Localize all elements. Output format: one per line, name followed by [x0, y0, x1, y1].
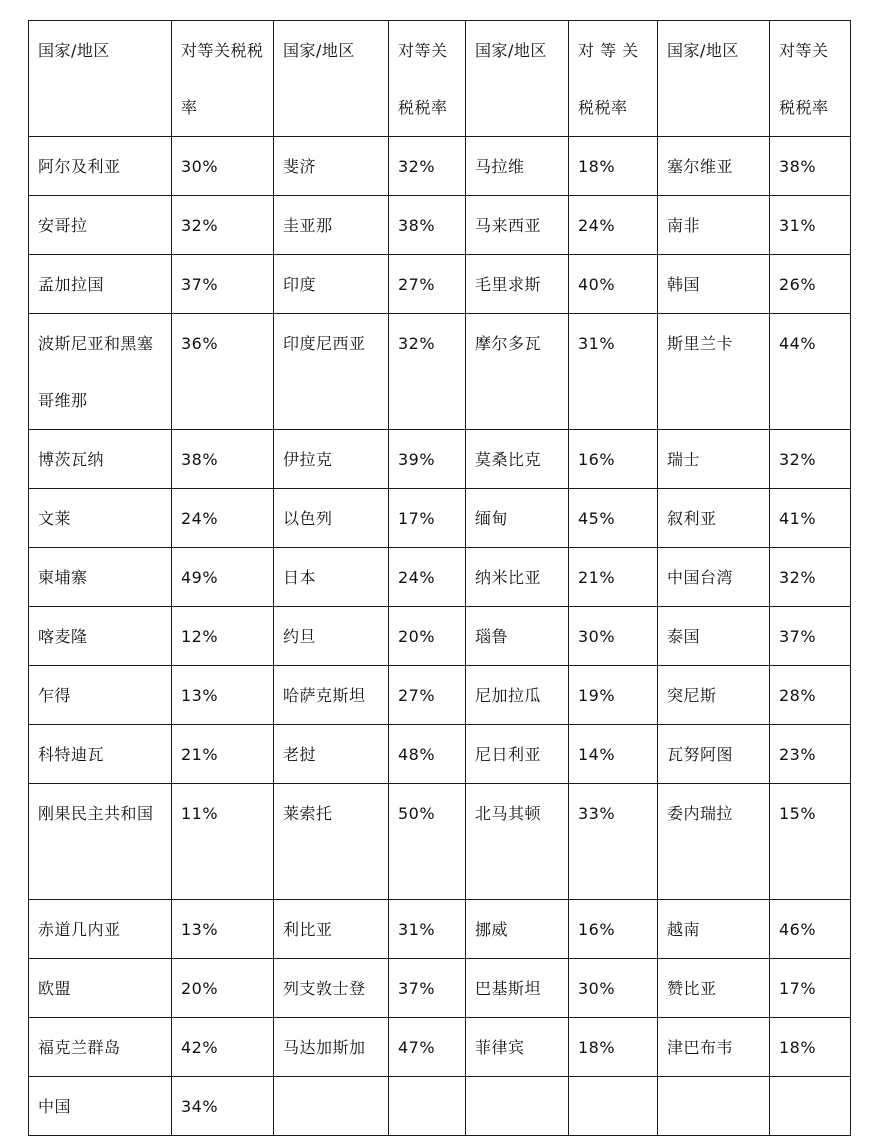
cell-text: 缅甸 — [475, 509, 509, 528]
country-cell — [274, 666, 389, 725]
header-country-cell — [274, 21, 389, 137]
rate-cell — [389, 489, 466, 548]
country-cell — [658, 548, 770, 607]
country-cell — [29, 666, 172, 725]
cell-text: 南非 — [667, 216, 701, 235]
cell-text: 30% — [578, 979, 616, 998]
cell-text: 30% — [181, 157, 219, 176]
country-cell — [274, 900, 389, 959]
cell-text: 菲律宾 — [475, 1038, 525, 1057]
rate-cell — [172, 137, 274, 196]
country-cell — [466, 666, 569, 725]
cell-text: 32% — [779, 568, 817, 587]
rate-cell — [770, 137, 851, 196]
cell-text: 巴基斯坦 — [475, 979, 542, 998]
cell-text: 24% — [181, 509, 219, 528]
country-cell — [466, 314, 569, 430]
country-cell — [466, 489, 569, 548]
cell-text: 18% — [779, 1038, 817, 1057]
rate-cell — [770, 725, 851, 784]
rate-cell — [389, 900, 466, 959]
cell-text: 瑙鲁 — [475, 627, 509, 646]
cell-text: 阿尔及利亚 — [38, 157, 121, 176]
cell-text: 18% — [578, 1038, 616, 1057]
rate-cell — [569, 666, 658, 725]
header-country-cell — [29, 21, 172, 137]
table-row — [29, 607, 851, 666]
cell-text: 列支敦士登 — [283, 979, 366, 998]
cell-text: 对等关税税率 — [779, 41, 829, 117]
cell-text: 刚果民主共和国 — [38, 804, 154, 823]
country-cell — [274, 137, 389, 196]
rate-cell — [172, 784, 274, 900]
cell-text: 20% — [181, 979, 219, 998]
country-cell — [29, 196, 172, 255]
cell-text: 48% — [398, 745, 436, 764]
header-row — [29, 21, 851, 137]
cell-text: 纳米比亚 — [475, 568, 542, 587]
rate-cell — [389, 548, 466, 607]
cell-text: 圭亚那 — [283, 216, 333, 235]
cell-text: 尼加拉瓜 — [475, 686, 542, 705]
rate-cell — [770, 489, 851, 548]
country-cell — [274, 489, 389, 548]
cell-text: 40% — [578, 275, 616, 294]
cell-text: 马来西亚 — [475, 216, 542, 235]
cell-text: 印度尼西亚 — [283, 334, 366, 353]
country-cell — [658, 1018, 770, 1077]
cell-text: 马达加斯加 — [283, 1038, 366, 1057]
country-cell — [29, 1077, 172, 1136]
cell-text: 30% — [578, 627, 616, 646]
cell-text: 15% — [779, 804, 817, 823]
cell-text: 塞尔维亚 — [667, 157, 734, 176]
rate-cell — [172, 548, 274, 607]
cell-text: 中国 — [38, 1097, 72, 1116]
rate-cell — [770, 784, 851, 900]
header-country-cell — [466, 21, 569, 137]
country-cell — [274, 725, 389, 784]
cell-text: 38% — [181, 450, 219, 469]
cell-text: 突尼斯 — [667, 686, 717, 705]
header-rate-cell — [172, 21, 274, 137]
country-cell — [466, 1077, 569, 1136]
cell-text: 瓦努阿图 — [667, 745, 734, 764]
country-cell — [274, 196, 389, 255]
rate-cell — [770, 607, 851, 666]
table-row — [29, 430, 851, 489]
table-row — [29, 784, 851, 900]
cell-text: 喀麦隆 — [38, 627, 88, 646]
cell-text: 33% — [578, 804, 616, 823]
cell-text: 32% — [398, 157, 436, 176]
table-row — [29, 314, 851, 430]
country-cell — [466, 255, 569, 314]
cell-text: 科特迪瓦 — [38, 745, 105, 764]
country-cell — [29, 430, 172, 489]
rate-cell — [172, 489, 274, 548]
cell-text: 越南 — [667, 920, 701, 939]
rate-cell — [389, 666, 466, 725]
cell-text: 18% — [578, 157, 616, 176]
country-cell — [658, 666, 770, 725]
country-cell — [466, 1018, 569, 1077]
country-cell — [658, 489, 770, 548]
cell-text: 韩国 — [667, 275, 701, 294]
cell-text: 孟加拉国 — [38, 275, 105, 294]
country-cell — [466, 548, 569, 607]
rate-cell — [770, 666, 851, 725]
rate-cell — [770, 196, 851, 255]
cell-text: 12% — [181, 627, 219, 646]
cell-text: 瑞士 — [667, 450, 701, 469]
cell-text: 斯里兰卡 — [667, 334, 734, 353]
country-cell — [466, 959, 569, 1018]
cell-text: 赤道几内亚 — [38, 920, 121, 939]
country-cell — [29, 784, 172, 900]
rate-cell — [389, 1018, 466, 1077]
country-cell — [29, 314, 172, 430]
country-cell — [274, 1077, 389, 1136]
cell-text: 17% — [779, 979, 817, 998]
cell-text: 19% — [578, 686, 616, 705]
cell-text: 国家/地区 — [38, 41, 110, 60]
rate-cell — [569, 314, 658, 430]
cell-text: 31% — [578, 334, 616, 353]
cell-text: 37% — [779, 627, 817, 646]
rate-cell — [569, 1018, 658, 1077]
country-cell — [29, 255, 172, 314]
country-cell — [466, 607, 569, 666]
rate-cell — [172, 255, 274, 314]
cell-text: 委内瑞拉 — [667, 804, 734, 823]
cell-text: 老挝 — [283, 745, 317, 764]
country-cell — [658, 255, 770, 314]
cell-text: 柬埔寨 — [38, 568, 88, 587]
cell-text: 莫桑比克 — [475, 450, 542, 469]
rate-cell — [172, 725, 274, 784]
rate-cell — [569, 959, 658, 1018]
cell-text: 尼日利亚 — [475, 745, 542, 764]
cell-text: 以色列 — [283, 509, 333, 528]
rate-cell — [770, 900, 851, 959]
rate-cell — [172, 666, 274, 725]
cell-text: 16% — [578, 920, 616, 939]
cell-text: 36% — [181, 334, 219, 353]
rate-cell — [389, 196, 466, 255]
cell-text: 津巴布韦 — [667, 1038, 734, 1057]
rate-cell — [389, 1077, 466, 1136]
cell-text: 21% — [578, 568, 616, 587]
rate-cell — [172, 430, 274, 489]
cell-text: 欧盟 — [38, 979, 72, 998]
rate-cell — [172, 1018, 274, 1077]
country-cell — [466, 900, 569, 959]
cell-text: 45% — [578, 509, 616, 528]
rate-cell — [569, 255, 658, 314]
cell-text: 伊拉克 — [283, 450, 333, 469]
header-country-cell — [658, 21, 770, 137]
rate-cell — [770, 959, 851, 1018]
rate-cell — [569, 137, 658, 196]
rate-cell — [172, 959, 274, 1018]
cell-text: 27% — [398, 275, 436, 294]
country-cell — [274, 1018, 389, 1077]
cell-text: 20% — [398, 627, 436, 646]
rate-cell — [172, 900, 274, 959]
rate-cell — [770, 430, 851, 489]
cell-text: 约旦 — [283, 627, 317, 646]
country-cell — [658, 430, 770, 489]
country-cell — [29, 137, 172, 196]
country-cell — [29, 607, 172, 666]
country-cell — [29, 900, 172, 959]
country-cell — [274, 255, 389, 314]
country-cell — [29, 548, 172, 607]
rate-cell — [172, 607, 274, 666]
country-cell — [658, 1077, 770, 1136]
country-cell — [274, 430, 389, 489]
rate-cell — [389, 430, 466, 489]
cell-text: 21% — [181, 745, 219, 764]
table-row — [29, 489, 851, 548]
cell-text: 24% — [398, 568, 436, 587]
rate-cell — [770, 255, 851, 314]
header-rate-cell — [569, 21, 658, 137]
cell-text: 13% — [181, 686, 219, 705]
table-row — [29, 137, 851, 196]
cell-text: 46% — [779, 920, 817, 939]
rate-cell — [569, 430, 658, 489]
rate-cell — [172, 196, 274, 255]
rate-cell — [569, 489, 658, 548]
table-row — [29, 548, 851, 607]
cell-text: 14% — [578, 745, 616, 764]
cell-text: 国家/地区 — [475, 41, 547, 60]
country-cell — [274, 959, 389, 1018]
country-cell — [466, 196, 569, 255]
cell-text: 11% — [181, 804, 219, 823]
country-cell — [29, 725, 172, 784]
cell-text: 37% — [398, 979, 436, 998]
cell-text: 马拉维 — [475, 157, 525, 176]
country-cell — [274, 784, 389, 900]
cell-text: 49% — [181, 568, 219, 587]
cell-text: 41% — [779, 509, 817, 528]
header-rate-cell — [770, 21, 851, 137]
country-cell — [274, 548, 389, 607]
rate-cell — [389, 137, 466, 196]
rate-cell — [569, 548, 658, 607]
country-cell — [466, 430, 569, 489]
country-cell — [466, 725, 569, 784]
cell-text: 北马其顿 — [475, 804, 542, 823]
cell-text: 文莱 — [38, 509, 72, 528]
country-cell — [466, 784, 569, 900]
cell-text: 哈萨克斯坦 — [283, 686, 366, 705]
cell-text: 31% — [779, 216, 817, 235]
table-row — [29, 196, 851, 255]
cell-text: 乍得 — [38, 686, 72, 705]
cell-text: 毛里求斯 — [475, 275, 542, 294]
rate-cell — [389, 784, 466, 900]
cell-text: 32% — [779, 450, 817, 469]
country-cell — [658, 784, 770, 900]
cell-text: 38% — [779, 157, 817, 176]
cell-text: 莱索托 — [283, 804, 333, 823]
country-cell — [274, 607, 389, 666]
rate-cell — [770, 314, 851, 430]
cell-text: 28% — [779, 686, 817, 705]
table-row — [29, 900, 851, 959]
cell-text: 泰国 — [667, 627, 701, 646]
cell-text: 23% — [779, 745, 817, 764]
country-cell — [466, 137, 569, 196]
rate-cell — [569, 607, 658, 666]
cell-text: 对等关税税率 — [181, 41, 264, 117]
country-cell — [658, 959, 770, 1018]
rate-cell — [569, 784, 658, 900]
cell-text: 39% — [398, 450, 436, 469]
cell-text: 摩尔多瓦 — [475, 334, 542, 353]
cell-text: 27% — [398, 686, 436, 705]
cell-text: 福克兰群岛 — [38, 1038, 121, 1057]
table-row — [29, 1077, 851, 1136]
rate-cell — [389, 607, 466, 666]
country-cell — [658, 137, 770, 196]
rate-cell — [389, 314, 466, 430]
tariff-table — [28, 20, 851, 1136]
country-cell — [29, 959, 172, 1018]
cell-text: 博茨瓦纳 — [38, 450, 105, 469]
cell-text: 挪威 — [475, 920, 509, 939]
rate-cell — [569, 196, 658, 255]
rate-cell — [569, 725, 658, 784]
table-row — [29, 255, 851, 314]
cell-text: 对 等 关 税税率 — [578, 41, 639, 117]
table-row — [29, 666, 851, 725]
cell-text: 对等关税税率 — [398, 41, 448, 117]
cell-text: 24% — [578, 216, 616, 235]
cell-text: 32% — [181, 216, 219, 235]
cell-text: 32% — [398, 334, 436, 353]
cell-text: 利比亚 — [283, 920, 333, 939]
cell-text: 国家/地区 — [667, 41, 739, 60]
country-cell — [658, 900, 770, 959]
rate-cell — [770, 1018, 851, 1077]
cell-text: 34% — [181, 1097, 219, 1116]
cell-text: 日本 — [283, 568, 317, 587]
cell-text: 国家/地区 — [283, 41, 355, 60]
cell-text: 38% — [398, 216, 436, 235]
cell-text: 13% — [181, 920, 219, 939]
table-row — [29, 1018, 851, 1077]
cell-text: 斐济 — [283, 157, 317, 176]
country-cell — [274, 314, 389, 430]
rate-cell — [389, 255, 466, 314]
cell-text: 31% — [398, 920, 436, 939]
cell-text: 47% — [398, 1038, 436, 1057]
country-cell — [29, 1018, 172, 1077]
table-row — [29, 959, 851, 1018]
rate-cell — [389, 959, 466, 1018]
cell-text: 44% — [779, 334, 817, 353]
rate-cell — [172, 314, 274, 430]
cell-text: 叙利亚 — [667, 509, 717, 528]
cell-text: 50% — [398, 804, 436, 823]
country-cell — [658, 196, 770, 255]
cell-text: 波斯尼亚和黑塞哥维那 — [38, 334, 154, 410]
cell-text: 37% — [181, 275, 219, 294]
rate-cell — [389, 725, 466, 784]
cell-text: 42% — [181, 1038, 219, 1057]
rate-cell — [172, 1077, 274, 1136]
rate-cell — [569, 1077, 658, 1136]
rate-cell — [770, 548, 851, 607]
cell-text: 印度 — [283, 275, 317, 294]
rate-cell — [770, 1077, 851, 1136]
cell-text: 16% — [578, 450, 616, 469]
cell-text: 中国台湾 — [667, 568, 734, 587]
rate-cell — [569, 900, 658, 959]
header-rate-cell — [389, 21, 466, 137]
cell-text: 17% — [398, 509, 436, 528]
cell-text: 26% — [779, 275, 817, 294]
country-cell — [658, 725, 770, 784]
table-row — [29, 725, 851, 784]
country-cell — [658, 607, 770, 666]
country-cell — [658, 314, 770, 430]
country-cell — [29, 489, 172, 548]
cell-text: 赞比亚 — [667, 979, 717, 998]
cell-text: 安哥拉 — [38, 216, 88, 235]
